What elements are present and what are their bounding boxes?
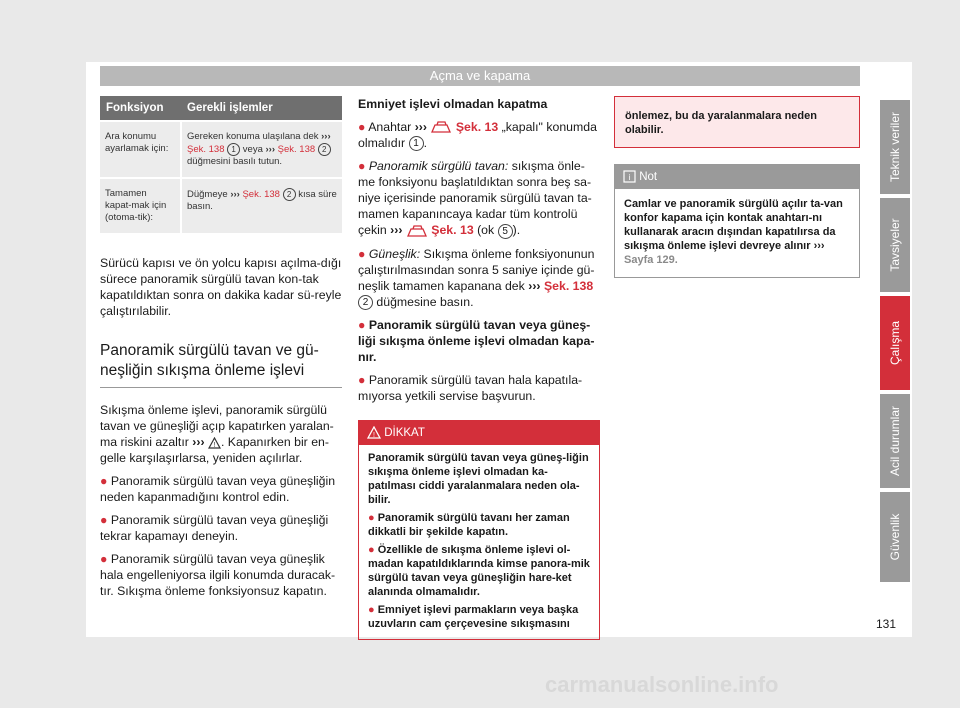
- bullet-icon: ●: [358, 246, 366, 261]
- tab-calisma[interactable]: [880, 296, 910, 390]
- bullet-label: Güneşlik:: [368, 246, 421, 261]
- bullet-text: sıkışma önle-me fonksiyonu başlatıldıktan sonra beş sa-niye içerisinde panoramik sürgülü tavan ta-mamen kapanıncaya kadar tüm kontrolü çekin: [358, 159, 592, 238]
- bullet-text: Panoramik sürgülü tavan veya güneşlik hala engelleniyorsa ilgili konumda duracak-tır. Sıkışma önleme fonksiyonsuz kapatın.: [100, 552, 336, 599]
- callout-number: 2: [318, 143, 331, 156]
- bullet-icon: ●: [100, 513, 108, 528]
- warning-continued-text: önlemez, bu da yaralanmalara neden olabilir.: [615, 97, 859, 147]
- bullet-icon: ●: [368, 543, 375, 556]
- bullet-text: ).: [512, 223, 521, 238]
- page-header: Açma ve kapama: [100, 66, 860, 86]
- note-title: Not: [639, 171, 658, 183]
- figure-link[interactable]: Şek. 138: [543, 278, 594, 293]
- bullet-item: [358, 372, 600, 404]
- section-heading: Panoramik sürgülü tavan ve gü-neşliğin sıkışma önleme işlevi: [100, 341, 342, 388]
- paragraph: Sıkışma önleme işlevi, panoramik sürgülü tavan ve güneşliği açıp kapatırken yaralan-ma riskini azaltır ››› ! . Kapanırken bir en-gelle karşılaşırlarsa, yeniden açılırlar.: [100, 403, 334, 466]
- svg-text:!: !: [213, 441, 216, 449]
- paragraph-text: . Kapanırken bir en-gelle karşılaşırlarsa, yeniden açılırlar.: [100, 435, 329, 466]
- column-right: [614, 96, 860, 278]
- bullet-item: [100, 551, 342, 599]
- callout-number: 1: [409, 136, 424, 151]
- note-box-body: Camlar ve panoramik sürgülü açılır ta-van konfor kapama için kontak anahtarı-nı kullanarak aracın dışından kapatılırsa da sıkışma önleme işlevi devreye alınır ››› Sayfa 129.: [624, 198, 843, 266]
- tab-label: Acil durumlar: [888, 405, 902, 477]
- note-box: [614, 164, 860, 278]
- watermark: carmanualsonline.info: [545, 672, 779, 697]
- warning-title: DİKKAT: [384, 426, 425, 439]
- figure-link[interactable]: Şek. 138: [277, 144, 316, 156]
- table-cell-action: Düğmeye ››› Şek. 138 2 kısa süre basın.: [181, 178, 342, 233]
- car-roof-icon: [430, 121, 452, 134]
- bullet-icon: ●: [368, 603, 375, 616]
- car-roof-icon: [406, 225, 428, 238]
- page-link[interactable]: Sayfa 129.: [624, 254, 678, 266]
- figure-link[interactable]: Şek. 13: [455, 120, 499, 134]
- table-header-function: Fonksiyon: [100, 96, 181, 121]
- bullet-icon: ●: [368, 511, 375, 524]
- bullet-text: Panoramik sürgülü tavan veya güneşliği tekrar kapamayı deneyin.: [100, 513, 329, 544]
- tab-tavsiyeler[interactable]: [880, 198, 910, 292]
- action-text: düğmesini basılı tutun.: [187, 156, 283, 168]
- svg-text:!: !: [373, 432, 375, 440]
- bullet-item: [358, 317, 600, 365]
- table-cell-action: Gereken konuma ulaşılana dek ››› Şek. 138 1 veya ››› Şek. 138 2 düğmesini basılı tutun.: [181, 121, 342, 178]
- bullet-item: [100, 473, 342, 505]
- bullet-icon: ●: [358, 159, 366, 174]
- table-header-actions: Gerekli işlemler: [181, 96, 342, 121]
- bullet-icon: ●: [358, 317, 366, 332]
- paragraph-text: Sıkışma önleme işlevi, panoramik sürgülü tavan ve güneşliği açıp kapatırken yaralan-ma riskini azaltır: [100, 403, 334, 450]
- tab-acil-durumlar[interactable]: [880, 394, 910, 488]
- warning-box-continued: [614, 96, 860, 148]
- tab-guvenlik[interactable]: [880, 492, 910, 582]
- bullet-item: ● Anahtar ››› Şek. 13 „kapalı" konumda olmalıdır 1 .: [358, 120, 597, 150]
- tab-label: Güvenlik: [888, 513, 902, 561]
- svg-text:i: i: [628, 173, 631, 183]
- table-cell-function: Ara konumu ayarlamak için:: [100, 121, 181, 178]
- figure-link[interactable]: Şek. 138: [242, 189, 280, 201]
- bullet-item: ● Panoramik sürgülü tavan: sıkışma önle-me fonksiyonu başlatıldıktan sonra beş sa-niye içerisinde panoramik sürgülü tavan ta-mamen kapanıncaya kadar tüm kontrolü çekin ››› Şek. 13 (ok 5 ).: [358, 159, 592, 238]
- function-table: [100, 96, 342, 233]
- bullet-item: ● Güneşlik: Sıkışma önleme fonksiyonunun çalıştırılmasından sonra 5 saniye içinde gü-neşlik tamamen kapanana dek ››› Şek. 138 2 düğmesine basın.: [358, 246, 595, 309]
- tab-label: Teknik veriler: [888, 111, 902, 183]
- bullet-icon: ●: [100, 474, 108, 489]
- bullet-text: Özellikle de sıkışma önleme işlevi ol-madan kapatıldıklarında kimse panora-mik sürgülü tavan veya güneşliğin hare-ket alanında olmamalıdır.: [368, 543, 590, 598]
- bullet-text: Sıkışma önleme fonksiyonunun çalıştırılmasından sonra 5 saniye içinde gü-neşlik tamamen kapanana dek: [358, 246, 595, 293]
- warning-icon: [367, 426, 381, 439]
- bullet-text: „kapalı" konumda olmalıdır: [358, 120, 597, 150]
- bullet-item: [100, 512, 342, 544]
- bullet-text: Panoramik sürgülü tavan hala kapatıla-mıyorsa yetkili servise başvurun.: [358, 372, 583, 403]
- bullet-text: Panoramik sürgülü tavan veya güneşliğin neden kapanmadığını kontrol edin.: [100, 474, 336, 505]
- warning-text: Panoramik sürgülü tavan veya güneş-liğin sıkışma önleme işlevi olmadan ka-patılması ciddi yaralanmalara neden ola-bilir.: [368, 451, 589, 506]
- table-cell-function: Tamamen kapat-mak için (otoma-tik):: [100, 178, 181, 233]
- column-left: [100, 96, 342, 599]
- intro-paragraph: Sürücü kapısı ve ön yolcu kapısı açılma-dığı sürece panoramik sürgülü tavan kon-tak kapatıldıktan sonra on dakika kadar sü-reyle çalıştırılabilir.: [100, 256, 342, 319]
- tab-label: Tavsiyeler: [888, 218, 902, 272]
- warning-bullet: [368, 511, 590, 539]
- bullet-icon: ●: [358, 120, 366, 134]
- warning-icon[interactable]: [208, 437, 221, 449]
- warning-box: [358, 420, 600, 640]
- bullet-text: .: [423, 136, 427, 150]
- bullet-text: Panoramik sürgülü tavanı her zaman dikkatli bir şekilde kapatın.: [368, 511, 570, 538]
- callout-number: 2: [283, 188, 296, 201]
- callout-number: 5: [498, 224, 513, 239]
- bullet-icon: ●: [100, 552, 108, 567]
- action-text: Gereken konuma ulaşılana dek: [187, 131, 322, 142]
- warning-box-header: [359, 421, 599, 445]
- tab-label: Çalışma: [888, 320, 902, 366]
- page-number: 131: [876, 617, 897, 631]
- bullet-text: Emniyet işlevi parmakların veya başka uzuvların cam çerçevesine sıkışmasını: [368, 603, 579, 630]
- bullet-text: Panoramik sürgülü tavan veya güneş-liği sıkışma önleme işlevi olmadan kapa-nır.: [358, 317, 595, 364]
- bullet-text: Anahtar: [368, 120, 415, 134]
- table-row: [100, 121, 342, 178]
- figure-link[interactable]: Şek. 13: [431, 223, 474, 238]
- action-text: veya: [240, 144, 266, 156]
- warning-box-body: [359, 445, 599, 639]
- bullet-text: (ok: [473, 223, 498, 238]
- callout-number: 1: [227, 143, 240, 156]
- warning-bullet: [368, 543, 590, 599]
- info-icon: [623, 170, 636, 183]
- subsection-title: Emniyet işlevi olmadan kapatma: [358, 97, 548, 111]
- tab-teknik-veriler[interactable]: [880, 100, 910, 194]
- callout-number: 2: [358, 295, 373, 310]
- bullet-icon: ●: [358, 372, 366, 387]
- bullet-text: düğmesine basın.: [373, 294, 474, 309]
- action-text: Düğmeye: [187, 189, 231, 201]
- figure-link[interactable]: Şek. 138: [187, 144, 225, 156]
- note-text: Camlar ve panoramik sürgülü açılır ta-van konfor kapama için kontak anahtarı-nı kullanarak aracın dışından kapatılırsa da sıkışma önleme işlevi devreye alınır: [624, 198, 843, 252]
- bullet-label: Panoramik sürgülü tavan:: [368, 159, 509, 174]
- column-middle: [358, 96, 600, 640]
- table-row: [100, 178, 342, 233]
- action-text: kısa süre basın.: [187, 189, 337, 213]
- note-box-header: [615, 165, 859, 189]
- warning-bullet: [368, 603, 590, 631]
